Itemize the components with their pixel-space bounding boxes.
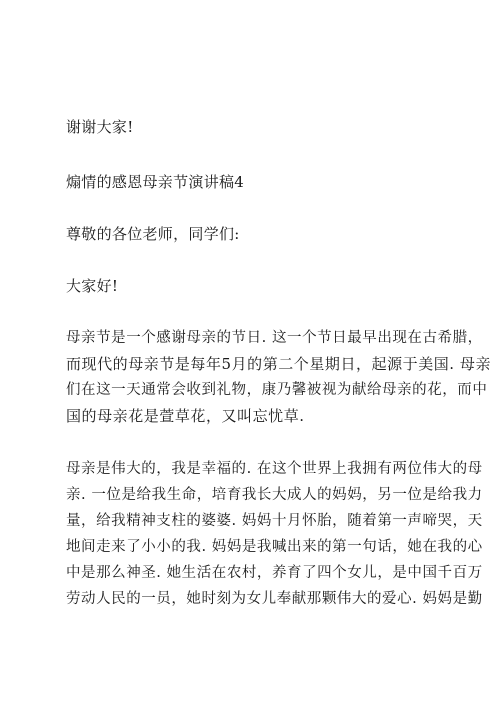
paragraph-line: 亲. 一位是给我生命，培育我长大成人的妈妈，另一位是给我力 — [66, 487, 483, 503]
salutation-text: 尊敬的各位老师，同学们: — [66, 225, 240, 243]
closing-text: 谢谢大家! — [66, 118, 134, 136]
paragraph-line: 中是那么神圣. 她生活在农村，养育了四个女儿，是中国千百万 — [66, 565, 483, 581]
paragraph-line: 地间走来了小小的我. 妈妈是我喊出来的第一句话，她在我的心 — [66, 539, 483, 555]
paragraph-line: 母亲是伟大的，我是幸福的. 在这个世界上我拥有两位伟大的母 — [66, 461, 483, 477]
speech-title: 煽情的感恩母亲节演讲稿4 — [66, 173, 245, 191]
paragraph-line: 们在这一天通常会收到礼物，康乃馨被视为献给母亲的花，而中 — [66, 382, 488, 398]
paragraph-line: 而现代的母亲节是每年5月的第二个星期日，起源于美国. 母亲 — [66, 355, 492, 373]
greeting-text: 大家好! — [66, 277, 119, 295]
paragraph-line: 母亲节是一个感谢母亲的节日. 这一个节日最早出现在古希腊， — [66, 330, 483, 346]
paragraph-line: 劳动人民的一员，她时刻为女儿奉献那颗伟大的爱心. 妈妈是勤 — [66, 591, 483, 607]
paragraph-line: 量，给我精神支柱的婆婆. 妈妈十月怀胎，随着第一声啼哭，天 — [66, 513, 483, 529]
paragraph-line: 国的母亲花是萱草花，又叫忘忧草. — [66, 407, 305, 425]
